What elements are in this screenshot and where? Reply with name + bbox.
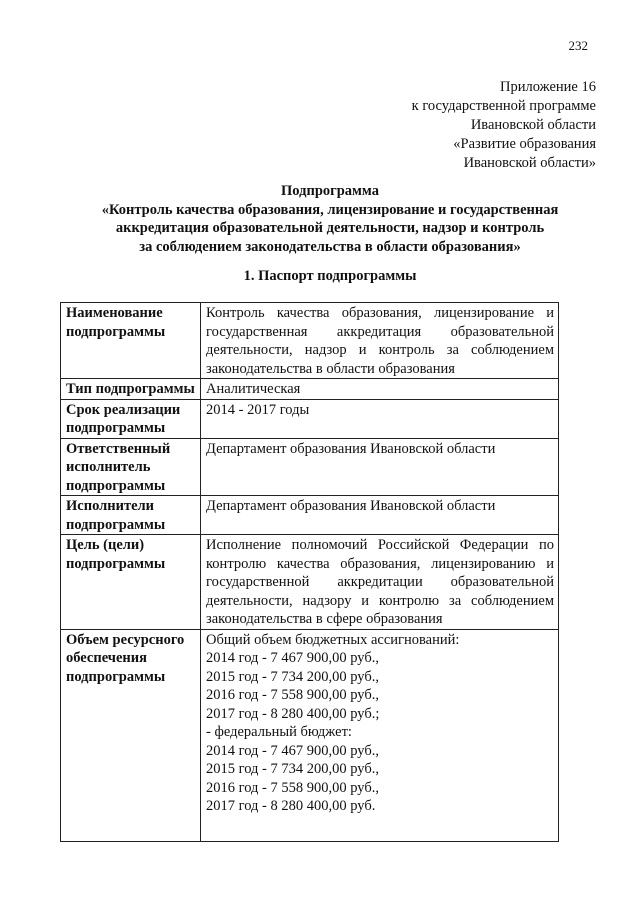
row-value: Департамент образования Ивановской области — [201, 496, 559, 535]
table-row-resources — [61, 629, 559, 841]
appendix-line: «Развитие образования — [453, 136, 596, 152]
budget-line: 2016 год - 7 558 900,00 руб., — [206, 779, 379, 796]
page-number: 232 — [568, 38, 588, 53]
resource-value — [201, 629, 559, 841]
title-line: «Контроль качества образования, лицензирование и государственная — [101, 201, 559, 218]
row-value: Исполнение полномочий Российской Федерации по контролю качества образования, лицензированию и государственной аккредитации образовательной деятельности, надзору и контролю за соблюдением законодательства в сфере образования — [201, 535, 559, 630]
appendix-note — [412, 78, 596, 173]
row-value: 2014 - 2017 годы — [201, 399, 559, 438]
title-line: за соблюдением законодательства в области образования» — [139, 238, 521, 255]
row-label: Объем ресурсного обеспечения подпрограммы — [61, 629, 201, 841]
row-label: Тип подпрограммы — [61, 379, 201, 400]
table-row — [61, 496, 559, 535]
passport-table — [60, 302, 559, 842]
budget-line: 2016 год - 7 558 900,00 руб., — [206, 687, 379, 703]
table-row — [61, 535, 559, 630]
row-label: Ответственный исполнитель подпрограммы — [61, 438, 201, 496]
row-label: Срок реализации подпрограммы — [61, 399, 201, 438]
row-value: Департамент образования Ивановской области — [201, 438, 559, 496]
budget-line: Общий объем бюджетных ассигнований: — [206, 631, 460, 648]
row-label: Исполнители подпрограммы — [61, 496, 201, 535]
budget-line: 2014 год - 7 467 900,00 руб., — [206, 650, 379, 666]
table-row — [61, 379, 559, 400]
row-label: Цель (цели) подпрограммы — [61, 535, 201, 630]
appendix-line: Приложение 16 — [500, 79, 596, 95]
budget-line: - федеральный бюджет: — [206, 724, 352, 740]
budget-line: 2015 год - 7 734 200,00 руб., — [206, 761, 379, 777]
budget-line: 2017 год - 8 280 400,00 руб. — [206, 798, 376, 814]
budget-line: 2014 год - 7 467 900,00 руб., — [206, 742, 379, 759]
row-value: Аналитическая — [201, 379, 559, 400]
section-heading: 1. Паспорт подпрограммы — [243, 268, 417, 284]
budget-line: 2015 год - 7 734 200,00 руб., — [206, 668, 379, 685]
row-value: Контроль качества образования, лицензирование и государственная аккредитация образовательной деятельности, надзор и контроль за соблюдением законодательства в области образования — [201, 303, 559, 379]
appendix-line: к государственной программе — [411, 98, 596, 114]
appendix-line: Ивановской области» — [463, 155, 596, 171]
row-label: Наименование подпрограммы — [61, 303, 201, 379]
table-row — [61, 438, 559, 496]
title-heading: Подпрограмма — [281, 183, 379, 199]
appendix-line: Ивановской области — [470, 117, 596, 133]
budget-line: 2017 год - 8 280 400,00 руб.; — [206, 705, 380, 722]
subprogram-title — [60, 182, 600, 256]
table-row — [61, 399, 559, 438]
title-line: аккредитация образовательной деятельности, надзор и контроль — [115, 220, 545, 236]
table-row — [61, 303, 559, 379]
